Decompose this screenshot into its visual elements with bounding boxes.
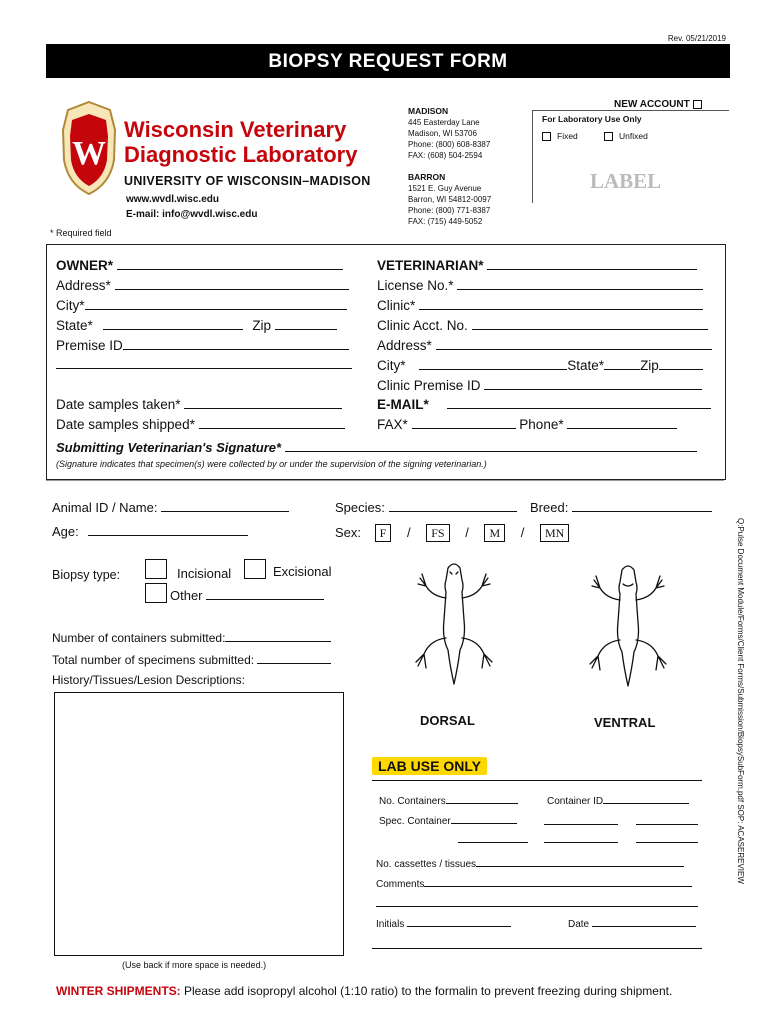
initials-input[interactable] [407, 916, 511, 927]
unfixed-label: Unfixed [619, 131, 648, 141]
document-path: Q:Pulse Document Module/Forms/Client Forms/Submission/BiopsySubForm.pdf SOP: ACASEREVIEW [736, 518, 745, 884]
age-input[interactable] [88, 523, 248, 536]
website-link[interactable]: www.wvdl.wisc.edu [126, 194, 219, 205]
spec-container-label: Spec. Container [379, 816, 451, 827]
date-taken-field[interactable] [56, 396, 342, 412]
container-id-label: Container ID [547, 796, 604, 807]
signature-input[interactable] [285, 439, 697, 452]
age-label: Age: [52, 524, 79, 539]
signature-note: (Signature indicates that specimen(s) were collected by or under the supervision of the signing veterinarian.) [56, 459, 487, 469]
clinic-acct-label: Clinic Acct. No. [377, 318, 468, 333]
unfixed-checkbox[interactable] [604, 131, 648, 141]
org-name-line1: Wisconsin Veterinary [124, 117, 347, 142]
age-field[interactable] [52, 523, 248, 539]
org-name-line2: Diagnostic Laboratory [124, 142, 358, 167]
incisional-label: Incisional [177, 566, 232, 581]
incisional-checkbox[interactable] [145, 559, 167, 579]
history-textarea[interactable] [54, 692, 344, 956]
total-specimens-field[interactable] [52, 651, 331, 667]
species-label: Species: [335, 500, 385, 515]
lab-line[interactable] [544, 824, 618, 825]
signature-label: Submitting Veterinarian's Signature* [56, 440, 282, 455]
spec-container-field[interactable] [379, 813, 517, 827]
excisional-checkbox[interactable] [244, 559, 266, 579]
owner-city-label: City* [56, 298, 85, 313]
fax-label: FAX* [377, 417, 408, 432]
date-taken-input[interactable] [184, 396, 342, 409]
container-id-input[interactable] [603, 793, 689, 804]
slash: / [520, 525, 525, 540]
vet-zip-label: Zip [640, 358, 659, 373]
owner-city-input[interactable] [85, 297, 347, 310]
fixed-label: Fixed [557, 131, 578, 141]
madison-street: 445 Easterday Lane [408, 118, 480, 127]
vet-state-input[interactable] [604, 357, 640, 370]
license-input[interactable] [457, 277, 703, 290]
total-specimens-input[interactable] [257, 651, 331, 664]
checkbox-icon[interactable] [693, 100, 702, 109]
new-account-label: NEW ACCOUNT [614, 99, 690, 110]
owner-city-field[interactable] [56, 297, 347, 313]
madison-title: MADISON [408, 106, 449, 116]
cassettes-field[interactable] [376, 856, 684, 870]
vet-city-input[interactable] [419, 357, 567, 370]
owner-premise-label: Premise ID [56, 338, 123, 353]
date-input[interactable] [592, 916, 696, 927]
owner-zip-input[interactable] [275, 317, 337, 330]
vet-state-label: State* [567, 358, 605, 373]
uw-crest-logo [60, 100, 118, 196]
other-checkbox[interactable] [145, 583, 167, 603]
vet-field[interactable] [377, 257, 697, 273]
owner-address-input[interactable] [115, 277, 349, 290]
date-shipped-input[interactable] [199, 416, 345, 429]
date-shipped-label: Date samples shipped* [56, 417, 195, 432]
other-label: Other [170, 588, 203, 603]
madison-phone: Phone: (800) 608-8387 [408, 140, 491, 149]
history-label: History/Tissues/Lesion Descriptions: [52, 673, 245, 687]
excisional-label: Excisional [273, 564, 332, 579]
owner-state-zip-field[interactable] [56, 317, 337, 333]
clinic-label: Clinic* [377, 298, 416, 313]
form-title: BIOPSY REQUEST FORM [46, 44, 730, 78]
vet-input[interactable] [487, 257, 697, 270]
license-field[interactable] [377, 277, 703, 293]
sex-option-f[interactable]: F [375, 524, 392, 542]
date-shipped-field[interactable] [56, 416, 345, 432]
breed-input[interactable] [572, 499, 712, 512]
total-specimens-label: Total number of specimens submitted: [52, 653, 255, 667]
no-containers-field[interactable] [379, 793, 518, 807]
animal-id-label: Animal ID / Name: [52, 500, 158, 515]
phone-input[interactable] [567, 416, 677, 429]
breed-field[interactable] [530, 499, 712, 515]
checkbox-icon[interactable] [542, 132, 551, 141]
phone-label: Phone* [519, 417, 564, 432]
clinic-premise-field[interactable] [377, 377, 702, 393]
initials-field[interactable] [376, 916, 511, 930]
vet-city-field[interactable] [377, 357, 703, 373]
ventral-label: VENTRAL [594, 715, 656, 730]
owner-premise-field[interactable] [56, 337, 349, 353]
fax-input[interactable] [412, 416, 516, 429]
clinic-acct-input[interactable] [472, 317, 708, 330]
vet-email-label: E-MAIL* [377, 397, 429, 412]
other-input[interactable] [206, 587, 324, 600]
ventral-lizard-diagram[interactable] [576, 562, 680, 694]
dorsal-lizard-diagram[interactable] [402, 560, 506, 692]
comments-label: Comments [376, 879, 425, 890]
madison-address [408, 106, 490, 161]
license-label: License No.* [377, 278, 454, 293]
vet-email-input[interactable] [447, 396, 711, 409]
owner-label: OWNER* [56, 258, 113, 273]
divider [46, 480, 724, 481]
other-field[interactable] [170, 587, 324, 603]
no-containers-input[interactable] [446, 793, 518, 804]
required-note: * Required field [50, 228, 112, 238]
vet-zip-input[interactable] [659, 357, 703, 370]
signature-field[interactable] [56, 439, 697, 455]
cassettes-label: No. cassettes / tissues [376, 859, 477, 870]
cassettes-input[interactable] [476, 856, 684, 867]
initials-label: Initials [376, 919, 405, 930]
lab-line[interactable] [636, 824, 698, 825]
madison-city: Madison, WI 53706 [408, 129, 477, 138]
fax-phone-field[interactable] [377, 416, 677, 432]
no-containers-label: No. Containers [379, 796, 446, 807]
comments-field[interactable] [376, 876, 692, 890]
lab-use-title: For Laboratory Use Only [542, 114, 642, 124]
revision-date: Rev. 05/21/2019 [667, 34, 726, 43]
new-account-checkbox[interactable] [614, 99, 702, 110]
barron-fax: FAX: (715) 449-5052 [408, 217, 483, 226]
vet-address-field[interactable] [377, 337, 712, 353]
comments-input[interactable] [424, 876, 692, 887]
num-containers-field[interactable] [52, 629, 331, 645]
species-field[interactable] [335, 499, 517, 515]
vet-address-input[interactable] [436, 337, 712, 350]
owner-input[interactable] [117, 257, 343, 270]
clinic-premise-label: Clinic Premise ID [377, 378, 481, 393]
slash: / [465, 525, 469, 540]
vet-address-label: Address* [377, 338, 432, 353]
lab-line[interactable] [544, 842, 618, 843]
num-containers-input[interactable] [225, 629, 331, 642]
barron-address [408, 172, 491, 227]
label-placeholder: LABEL [590, 169, 662, 193]
slash: / [406, 525, 411, 540]
vet-city-label: City* [377, 358, 406, 373]
lab-use-only-title: LAB USE ONLY [372, 757, 487, 775]
owner-state-input[interactable] [103, 317, 243, 330]
madison-fax: FAX: (608) 504-2594 [408, 151, 483, 160]
animal-id-input[interactable] [161, 499, 289, 512]
clinic-premise-input[interactable] [484, 377, 702, 390]
sex-option-fs[interactable]: FS [426, 524, 449, 542]
lab-line[interactable] [636, 842, 698, 843]
num-containers-label: Number of containers submitted: [52, 631, 226, 645]
clinic-acct-field[interactable] [377, 317, 708, 333]
university-name: UNIVERSITY OF WISCONSIN–MADISON [124, 174, 371, 188]
barron-title: BARRON [408, 172, 446, 182]
date-label: Date [568, 919, 590, 930]
owner-zip-label: Zip [252, 318, 272, 333]
vet-email-field[interactable] [377, 396, 711, 412]
clinic-field[interactable] [377, 297, 703, 313]
biopsy-type-label: Biopsy type: [52, 568, 121, 582]
owner-extra-line[interactable] [56, 368, 352, 369]
winter-text: Please add isopropyl alcohol (1:10 ratio) to the formalin to prevent freezing during shipment. [184, 984, 673, 998]
sex-field [335, 524, 569, 542]
vet-label: VETERINARIAN* [377, 258, 484, 273]
date-field[interactable] [568, 916, 696, 930]
breed-label: Breed: [530, 500, 569, 515]
checkbox-icon[interactable] [604, 132, 613, 141]
container-id-field[interactable] [547, 793, 689, 807]
owner-field[interactable] [56, 257, 343, 273]
dorsal-label: DORSAL [420, 713, 475, 728]
winter-shipments-note [56, 984, 672, 998]
species-input[interactable] [389, 499, 517, 512]
owner-state-label: State* [56, 318, 93, 333]
fixed-checkbox[interactable] [542, 131, 578, 141]
sex-option-mn[interactable]: MN [540, 524, 569, 542]
lab-use-only-divider [372, 780, 702, 781]
owner-address-field[interactable] [56, 277, 349, 293]
crest-letter: W [72, 135, 106, 172]
lab-line[interactable] [458, 842, 528, 843]
animal-id-field[interactable] [52, 499, 289, 515]
date-taken-label: Date samples taken* [56, 397, 181, 412]
sex-option-m[interactable]: M [484, 524, 505, 542]
sex-label: Sex: [335, 525, 362, 540]
lab-use-bottom-divider [372, 948, 702, 949]
owner-address-label: Address* [56, 278, 111, 293]
email-link[interactable]: E-mail: info@wvdl.wisc.edu [126, 209, 258, 220]
winter-label: WINTER SHIPMENTS: [56, 984, 181, 998]
owner-premise-input[interactable] [123, 337, 349, 350]
comments-line[interactable] [376, 906, 698, 907]
spec-container-input[interactable] [451, 813, 517, 824]
use-back-note: (Use back if more space is needed.) [122, 960, 267, 970]
barron-city: Barron, WI 54812-0097 [408, 195, 492, 204]
barron-street: 1521 E. Guy Avenue [408, 184, 482, 193]
barron-phone: Phone: (800) 771-8387 [408, 206, 491, 215]
clinic-input[interactable] [419, 297, 703, 310]
